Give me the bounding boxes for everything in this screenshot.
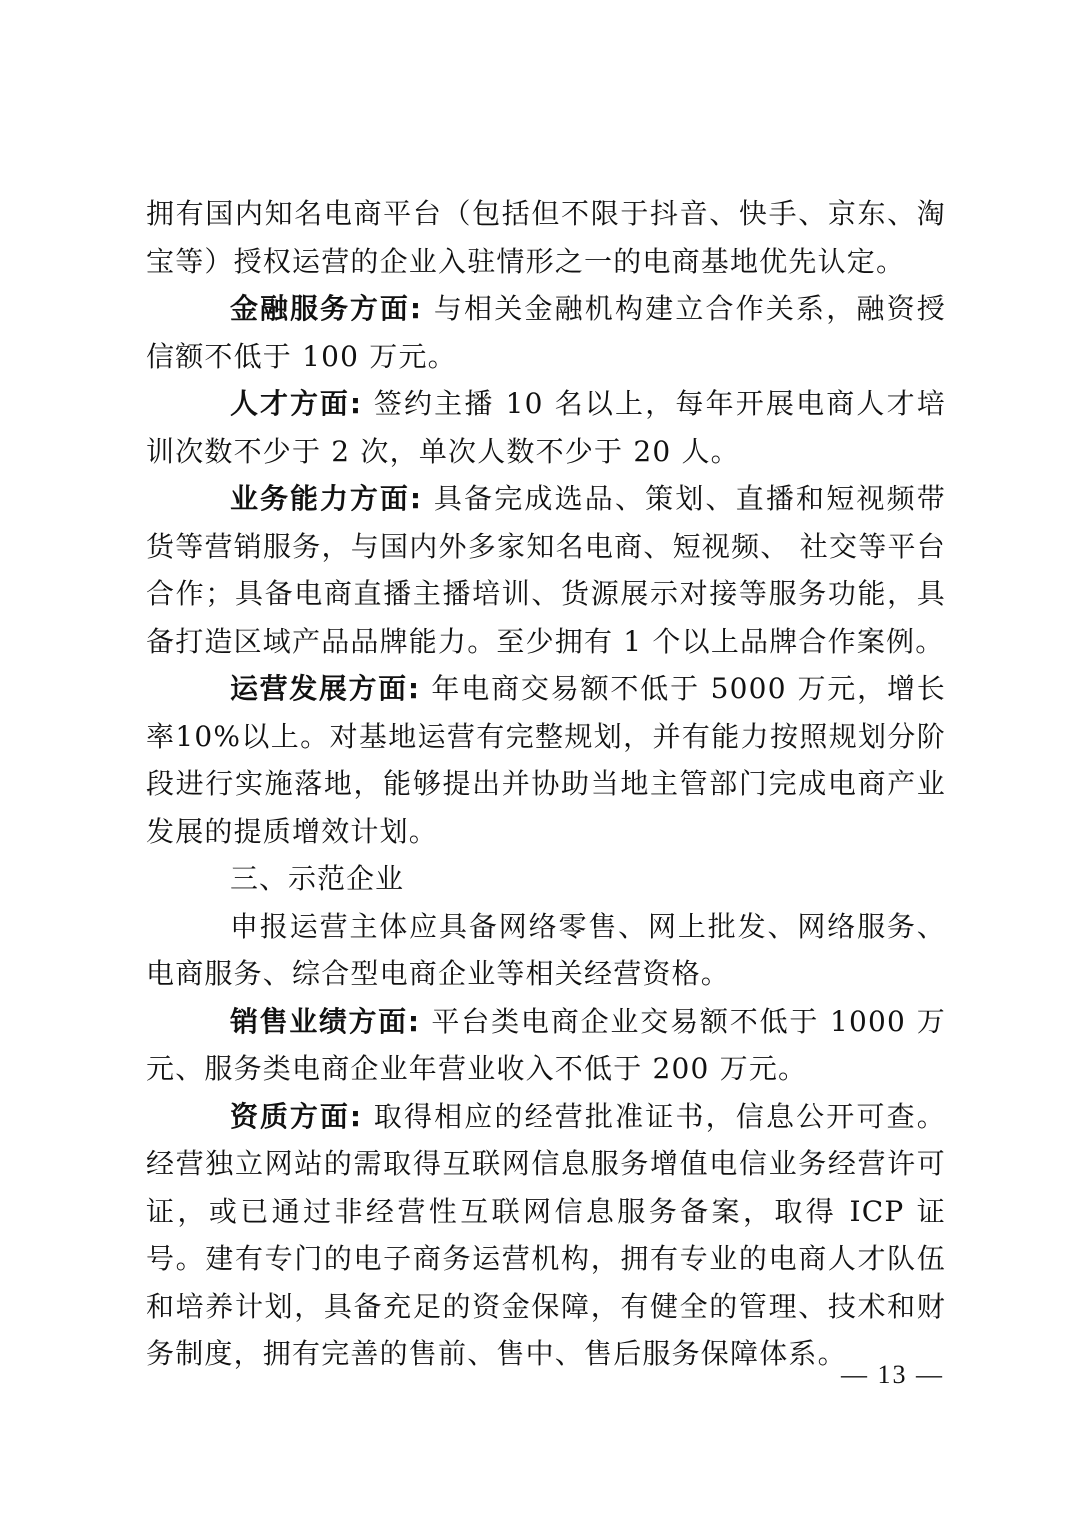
section-heading-demo-enterprise: 三、示范企业	[230, 862, 405, 895]
paragraph-business-capability	[146, 475, 946, 665]
label-separator: :	[407, 672, 432, 705]
paragraph-label: 运营发展方面	[230, 672, 408, 705]
paragraph-ecommerce-base-priority	[146, 190, 946, 285]
label-separator: :	[409, 292, 434, 325]
label-separator: :	[349, 1099, 374, 1133]
paragraph-talent	[146, 380, 946, 475]
paragraph-qualification	[146, 1093, 946, 1378]
paragraph-text: 申报运营主体应具备网络零售、网上批发、网络服务、电商服务、综合型电商企业等相关经营资格。	[146, 909, 946, 990]
page-number: — 13 —	[841, 1360, 944, 1389]
paragraph-label: 资质方面	[230, 1099, 350, 1133]
label-separator: :	[409, 482, 434, 515]
paragraph-sales-performance	[146, 998, 946, 1093]
paragraph-financial-services	[146, 285, 946, 380]
paragraph-text: 取得相应的经营批准证书，信息公开可查。经营独立网站的需取得互联网信息服务增值电信业务经营许可证，或已通过非经营性互联网信息服务备案，取得 ICP 证号。建有专门的电子商务运营机构，拥有专业的电商人才队伍和培养计划，具备充足的资金保障，有健全的管理、技术和财务制度，拥有完善的售前、售中、售后服务保障体系。	[146, 1099, 946, 1370]
paragraph-text: 与相关金融机构建立合作关系，融资授信额不低于 100 万元。	[146, 292, 946, 373]
paragraph-text: 年电商交易额不低于 5000 万元，增长率10%以上。对基地运营有完整规划，并有能力按照规划分阶段进行实施落地，能够提出并协助当地主管部门完成电商产业发展的提质增效计划。	[146, 672, 946, 848]
paragraph-label: 人才方面	[230, 387, 350, 420]
paragraph-label: 金融服务方面	[230, 292, 410, 325]
document-body	[146, 190, 946, 1378]
paragraph-text: 平台类电商企业交易额不低于 1000 万元、服务类电商企业年营业收入不低于 200 万元。	[146, 1004, 946, 1085]
paragraph-text: 拥有国内知名电商平台（包括但不限于抖音、快手、京东、淘宝等）授权运营的企业入驻情形之一的电商基地优先认定。	[146, 197, 946, 278]
paragraph-text: 签约主播 10 名以上，每年开展电商人才培训次数不少于 2 次，单次人数不少于 20 人。	[146, 387, 946, 468]
paragraph-operation-development	[146, 665, 946, 855]
label-separator: :	[407, 1004, 432, 1038]
paragraph-label: 销售业绩方面	[230, 1004, 408, 1038]
paragraph-text: 具备完成选品、策划、直播和短视频带货等营销服务，与国内外多家知名电商、短视频、 社交等平台合作；具备电商直播主播培训、货源展示对接等服务功能，具备打造区域产品品牌能力。至少拥有 1 个以上品牌合作案例。	[146, 482, 946, 658]
paragraph-label: 业务能力方面	[230, 482, 410, 515]
label-separator: :	[349, 387, 374, 420]
paragraph-applicant-qualification	[146, 903, 946, 998]
